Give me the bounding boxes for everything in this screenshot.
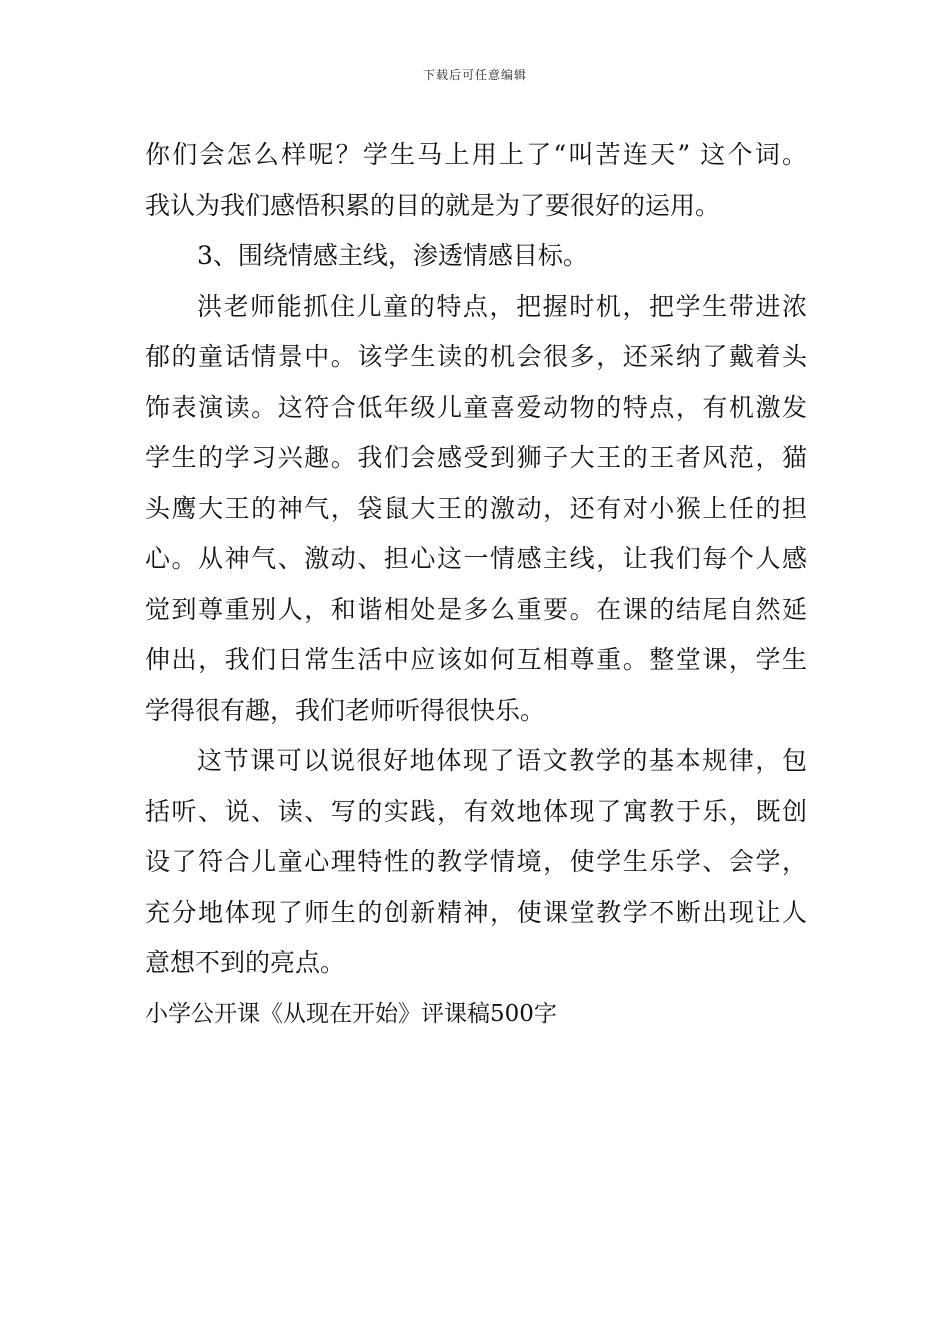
document-title: 小学公开课《从现在开始》评课稿500字 [145,1000,557,1027]
text-line: 觉到尊重别人，和谐相处是多么重要。在课的结尾自然延 [145,594,807,624]
text-line: 这节课可以说很好地体现了语文教学的基本规律，包 [197,746,807,775]
text-line: 意想不到的亮点。 [145,948,346,977]
text-line: 括听、说、读、写的实践，有效地体现了寓教于乐，既创 [145,796,807,826]
text-line: 头鹰大王的神气，袋鼠大王的激动，还有对小猴上任的担 [145,493,807,523]
text-line: 学生的学习兴趣。我们会感受到狮子大王的王者风范，猫 [145,443,807,472]
text-line: 伸出，我们日常生活中应该如何互相尊重。整堂课，学生 [145,645,807,674]
text-line: 学得很有趣，我们老师听得很快乐。 [145,695,546,725]
text-line: 我认为我们感悟积累的目的就是为了要很好的运用。 [145,190,721,220]
text-line: 充分地体现了师生的创新精神，使课堂教学不断出现让人 [145,897,807,927]
section-heading: 3、围绕情感主线，渗透情感目标。 [197,241,588,270]
text-line: 心。从神气、激动、担心这一情感主线，让我们每个人感 [145,544,807,573]
page-header: 下载后可任意编辑 [422,68,527,82]
text-line: 郁的童话情景中。该学生读的机会很多，还采纳了戴着头 [145,342,807,371]
text-line: 洪老师能抓住儿童的特点，把握时机，把学生带进浓 [197,291,807,321]
text-line: 设了符合儿童心理特性的教学情境，使学生乐学、会学， [145,847,807,876]
text-line: 饰表演读。这符合低年级儿童喜爱动物的特点，有机激发 [145,392,807,422]
text-line: 你们会怎么样呢？学生马上用上了“叫苦连天” 这个词。 [145,140,807,169]
document-body [145,130,807,1039]
